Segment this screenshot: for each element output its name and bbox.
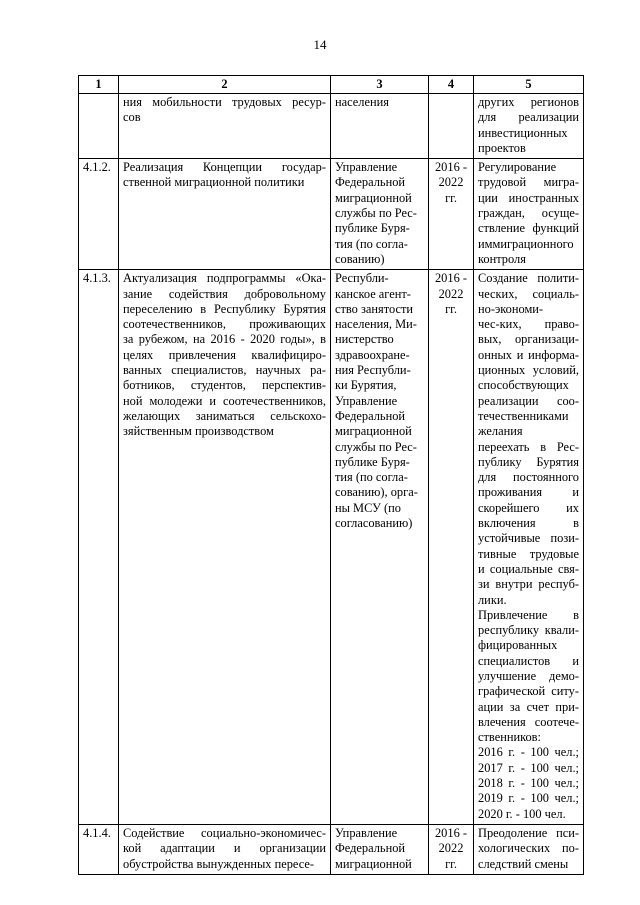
cell-line: Содействие социально-экономичес- xyxy=(123,825,326,840)
cell-line: зи внутри респуб- xyxy=(478,577,579,592)
cell-measure xyxy=(119,159,331,270)
cell-period xyxy=(429,270,474,825)
cell-line: проектов xyxy=(478,140,526,155)
cell-number: 4.1.2. xyxy=(79,159,119,270)
cell-line: населения, Ми- xyxy=(335,317,417,332)
cell-line: 2016 - xyxy=(434,160,467,175)
cell-line: Привлечение в xyxy=(478,607,579,622)
cell-line: способствующих xyxy=(478,378,569,393)
cell-line: вых, организаци- xyxy=(478,332,579,347)
cell-line: миграционной xyxy=(335,190,412,205)
cell-line: иммиграционного xyxy=(478,236,574,251)
table-header-row xyxy=(79,76,584,94)
cell-line: других регионов xyxy=(478,95,579,109)
cell-line: и социальные свя- xyxy=(478,561,579,576)
cell-line: реализации соо- xyxy=(478,393,579,408)
cell-line: целях привлечения квалифициро- xyxy=(123,347,326,362)
cell-line: ации за счет при- xyxy=(478,699,579,714)
cell-line: кой адаптации и организации xyxy=(123,841,326,856)
page-number: 14 xyxy=(313,37,327,52)
cell-period xyxy=(429,94,474,159)
cell-line: хологических по- xyxy=(478,841,579,856)
cell-line: службы по Рес- xyxy=(335,439,417,454)
cell-line: чес-ких, право- xyxy=(478,317,579,332)
cell-line: 2016 г. - 100 чел.; xyxy=(478,745,579,760)
cell-line: канское агент- xyxy=(335,286,411,301)
cell-period xyxy=(429,159,474,270)
header-col-1: 1 xyxy=(79,76,119,94)
cell-measure xyxy=(119,270,331,825)
cell-line: трудовой мигра- xyxy=(478,175,579,190)
cell-line: Федеральной xyxy=(335,841,406,856)
cell-line: но-экономи- xyxy=(478,301,544,316)
cell-responsible xyxy=(331,159,429,270)
cell-line: 2020 г. - 100 чел. xyxy=(478,806,566,821)
cell-line: Преодоление пси- xyxy=(478,825,579,840)
cell-line: ки Бурятия, xyxy=(335,378,397,393)
cell-line: службы по Рес- xyxy=(335,206,417,221)
cell-line: Республи- xyxy=(335,271,389,286)
cell-line: 2019 г. - 100 чел.; xyxy=(478,791,579,806)
cell-line: Регулирование xyxy=(478,160,557,175)
cell-line: сов xyxy=(123,110,141,125)
cell-line: 2022 гг. xyxy=(438,841,464,871)
cell-line: за рубежом, на 2016 - 2020 годы», в xyxy=(123,332,326,347)
cell-line: переселению в Республику Бурятия xyxy=(123,301,326,316)
cell-result xyxy=(474,94,584,159)
cell-line: 2022 гг. xyxy=(438,286,464,316)
table-row xyxy=(79,270,584,825)
cell-period xyxy=(429,824,474,874)
cell-line: специалистов и xyxy=(478,653,579,668)
cell-line: соотечественников, проживающих xyxy=(123,317,326,332)
cell-line: 2017 г. - 100 чел.; xyxy=(478,760,579,775)
table-row xyxy=(79,94,584,159)
header-col-4: 4 xyxy=(429,76,474,94)
cell-line: здравоохране- xyxy=(335,347,410,362)
cell-line: влечения соотече- xyxy=(478,714,579,729)
cell-line: миграционной xyxy=(335,856,412,871)
cell-line: для реализации xyxy=(478,110,579,125)
cell-line: населения xyxy=(335,95,389,109)
cell-line: улучшение демо- xyxy=(478,668,579,683)
measures-table xyxy=(78,75,584,875)
cell-line: переехать в Рес- xyxy=(478,439,579,454)
cell-line: тия (по согла- xyxy=(335,236,408,251)
cell-number: 4.1.4. xyxy=(79,824,119,874)
cell-line: согласованию) xyxy=(335,516,413,531)
cell-line: онных и информа- xyxy=(478,347,579,362)
cell-number: 4.1.3. xyxy=(79,270,119,825)
cell-line: ции иностранных xyxy=(478,190,579,205)
cell-line: Реализация Концепции государ- xyxy=(123,160,326,175)
cell-line: ботников, студентов, перспектив- xyxy=(123,378,326,393)
cell-line: Федеральной xyxy=(335,175,406,190)
cell-measure xyxy=(119,824,331,874)
cell-line: зание содействия добровольному xyxy=(123,286,326,301)
cell-line: ния Республи- xyxy=(335,363,411,378)
cell-line: зяйственным производством xyxy=(123,424,274,439)
cell-result xyxy=(474,824,584,874)
cell-line: ственников: xyxy=(478,730,541,745)
cell-line: 2018 г. - 100 чел.; xyxy=(478,776,579,791)
cell-line: ной молодежи и соотечественников, xyxy=(123,393,326,408)
cell-result xyxy=(474,270,584,825)
cell-responsible xyxy=(331,824,429,874)
cell-line: ственной миграционной политики xyxy=(123,175,305,190)
cell-line: ционных условий, xyxy=(478,363,579,378)
header-col-5: 5 xyxy=(474,76,584,94)
cell-line: Управление xyxy=(335,825,398,840)
cell-line: устойчивые пози- xyxy=(478,531,579,546)
cell-line: 2022 гг. xyxy=(438,175,464,205)
cell-line: нистерство xyxy=(335,332,394,347)
cell-line: публике Буря- xyxy=(335,454,410,469)
cell-responsible xyxy=(331,94,429,159)
cell-line: 2016 - xyxy=(434,271,467,286)
table-row xyxy=(79,824,584,874)
cell-result xyxy=(474,159,584,270)
cell-line: скорейшего их xyxy=(478,500,579,515)
cell-line: ванных специалистов, научных ра- xyxy=(123,363,326,378)
cell-line: публике Буря- xyxy=(335,221,410,236)
header-col-3: 3 xyxy=(331,76,429,94)
cell-line: проживания и xyxy=(478,485,579,500)
cell-line: ческих, социаль- xyxy=(478,286,579,301)
cell-line: ния мобильности трудовых ресур- xyxy=(123,95,326,109)
cell-line: инвестиционных xyxy=(478,125,568,140)
cell-line: контроля xyxy=(478,251,526,266)
cell-line: включения в xyxy=(478,516,579,531)
cell-line: тия (по согла- xyxy=(335,470,408,485)
cell-line: Федеральной xyxy=(335,408,406,423)
cell-line: обустройства вынужденных пересе- xyxy=(123,856,315,871)
cell-line: 2016 - xyxy=(434,825,467,840)
cell-line: тивные трудовые xyxy=(478,546,579,561)
cell-measure xyxy=(119,94,331,159)
cell-number xyxy=(79,94,119,159)
cell-line: ствление функций xyxy=(478,221,579,236)
cell-line: Актуализация подпрограммы «Ока- xyxy=(123,271,326,286)
cell-line: фицированных xyxy=(478,638,558,653)
cell-responsible xyxy=(331,270,429,825)
cell-line: сованию), орга- xyxy=(335,485,418,500)
cell-line: для постоянного xyxy=(478,470,579,485)
cell-line: течественниками xyxy=(478,408,569,423)
cell-line: ны МСУ (по xyxy=(335,500,401,515)
table-row xyxy=(79,159,584,270)
cell-line: миграционной xyxy=(335,424,412,439)
cell-line: Управление xyxy=(335,393,398,408)
cell-line: следствий смены xyxy=(478,856,569,871)
cell-line: Управление xyxy=(335,160,398,175)
cell-line: сованию) xyxy=(335,251,385,266)
cell-line: Создание полити- xyxy=(478,271,579,286)
cell-line: желания xyxy=(478,424,523,439)
cell-line: графической ситу- xyxy=(478,684,579,699)
cell-line: желающих заниматься сельскохо- xyxy=(123,408,326,423)
cell-line: публику Бурятия xyxy=(478,454,579,469)
cell-line: граждан, осуще- xyxy=(478,206,579,221)
cell-line: лики. xyxy=(478,592,507,607)
cell-line: ство занятости xyxy=(335,301,413,316)
header-col-2: 2 xyxy=(119,76,331,94)
cell-line: республику квали- xyxy=(478,623,579,638)
